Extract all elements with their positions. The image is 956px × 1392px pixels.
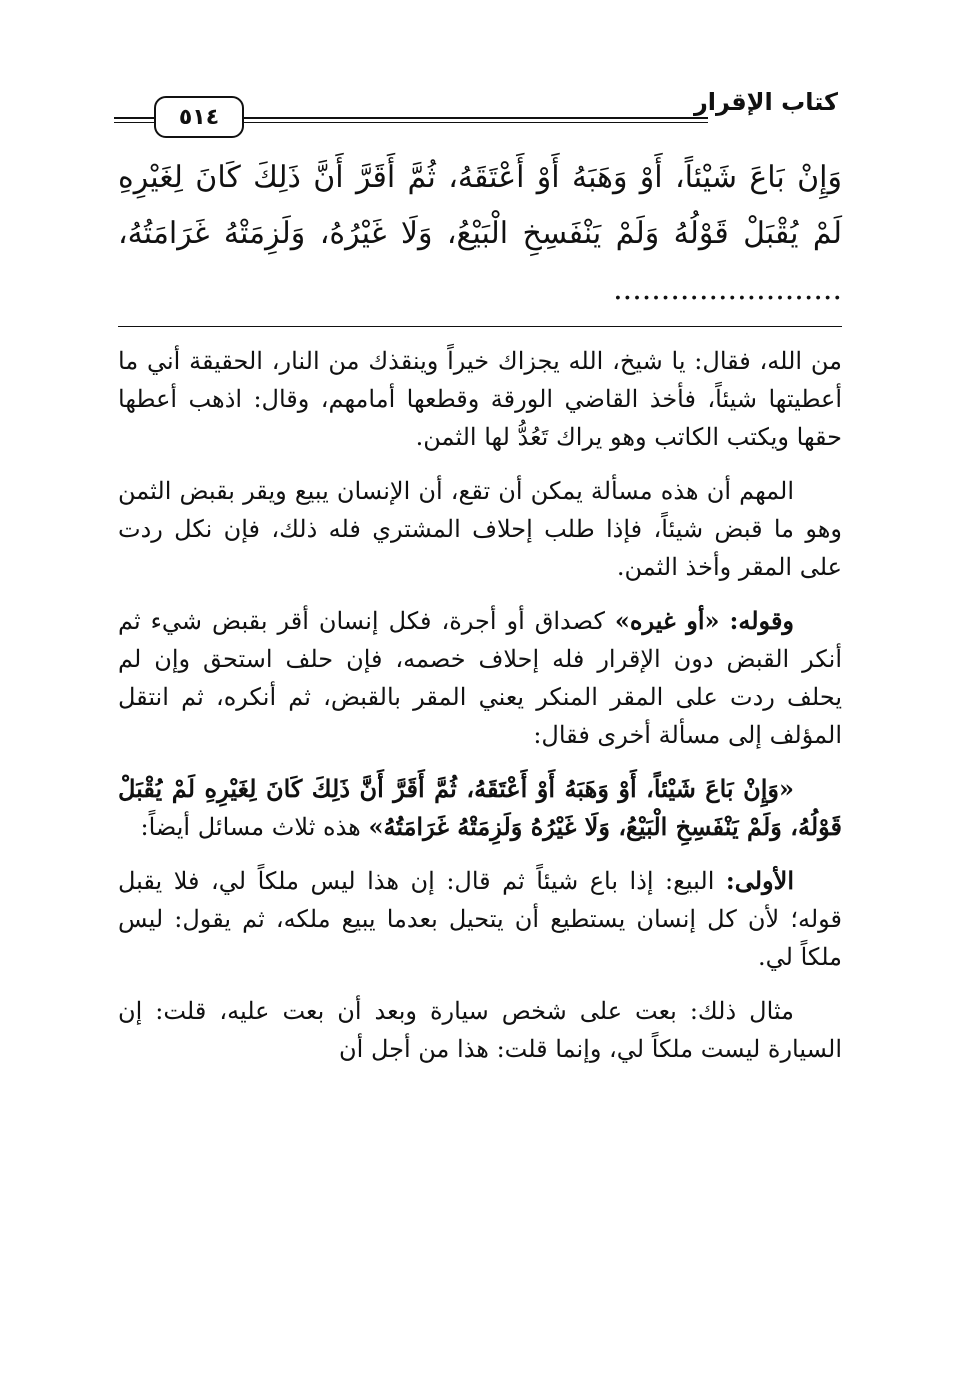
commentary	[118, 342, 842, 1084]
paragraph-5	[118, 862, 842, 976]
paragraph-5-text: البيع: إذا باع شيئاً ثم قال: إن هذا ليس ملكاً لي، فلا يقبل قوله؛ لأن كل إنسان يستطيع أن يتحيل بعدما يبيع ملكه، ثم يقول: ليس ملكاً لي.	[118, 867, 842, 971]
paragraph-3-text: كصداق أو أجرة، فكل إنسان أقر بقبض شيء ثم أنكر القبض دون الإقرار فله إحلاف خصمه، فإن حلف استحق وإن لم يحلف ردت على المقر المنكر يعني المقر بالقبض، ثم أنكره، ثم انتقل المؤلف إلى مسألة أخرى فقال:	[118, 607, 842, 749]
paragraph-4	[118, 770, 842, 846]
paragraph-2: المهم أن هذه مسألة يمكن أن تقع، أن الإنسان يبيع ويقر بقبض الثمن وهو ما قبض شيئاً، فإذا طلب إحلاف المشتري فله ذلك، فإن نكل ردت على المقر وأخذ الثمن.	[118, 477, 842, 581]
book-title: كتاب الإقرار	[693, 88, 838, 116]
matn-separator	[118, 326, 842, 327]
paragraph-5-lead: الأولى:	[725, 866, 794, 895]
page-number: ٥١٤	[154, 96, 244, 138]
matn-text: وَإِنْ بَاعَ شَيْئاً، أَوْ وَهَبَهُ أَوْ أَعْتَقَهُ، ثُمَّ أَقَرَّ أَنَّ ذَلِكَ كَانَ لِغَيْرِهِ لَمْ يُقْبَلْ قَوْلُهُ وَلَمْ يَنْفَسِخِ الْبَيْعُ، وَلَا غَيْرُهُ، وَلَزِمَتْهُ غَرَامَتُهُ، ........................	[118, 160, 842, 307]
paragraph-3-lead: وقوله:	[729, 606, 794, 635]
paragraph-4-text: هذه ثلاث مسائل أيضاً:	[140, 813, 369, 841]
paragraph-1: من الله، فقال: يا شيخ، الله يجزاك خيراً وينقذك من النار، الحقيقة أني ما أعطيتها شيئاً، فأخذ القاضي الورقة وقطعها أمامهم، وقال: اذهب أعطها حقها ويكتب الكاتب وهو يراك تَعُدُّ لها الثمن.	[118, 347, 842, 451]
paragraph-6: مثال ذلك: بعت على شخص سيارة وبعد أن بعت عليه، قلت: إن السيارة ليست ملكاً لي، وإنما قلت: هذا من أجل أن	[118, 997, 842, 1063]
paragraph-4-quote: «وَإِنْ بَاعَ شَيْئاً، أَوْ وَهَبَهُ أَوْ أَعْتَقَهُ، ثُمَّ أَقَرَّ أَنَّ ذَلِكَ كَانَ لِغَيْرِهِ لَمْ يُقْبَلْ قَوْلُهُ، وَلَمْ يَنْفَسِخِ الْبَيْعُ، وَلَا غَيْرُهُ وَلَزِمَتْهُ غَرَامَتُهُ»	[118, 774, 842, 841]
page-header	[118, 86, 838, 132]
paragraph-3	[118, 602, 842, 754]
paragraph-3-quote: «أو غيره»	[614, 606, 720, 635]
